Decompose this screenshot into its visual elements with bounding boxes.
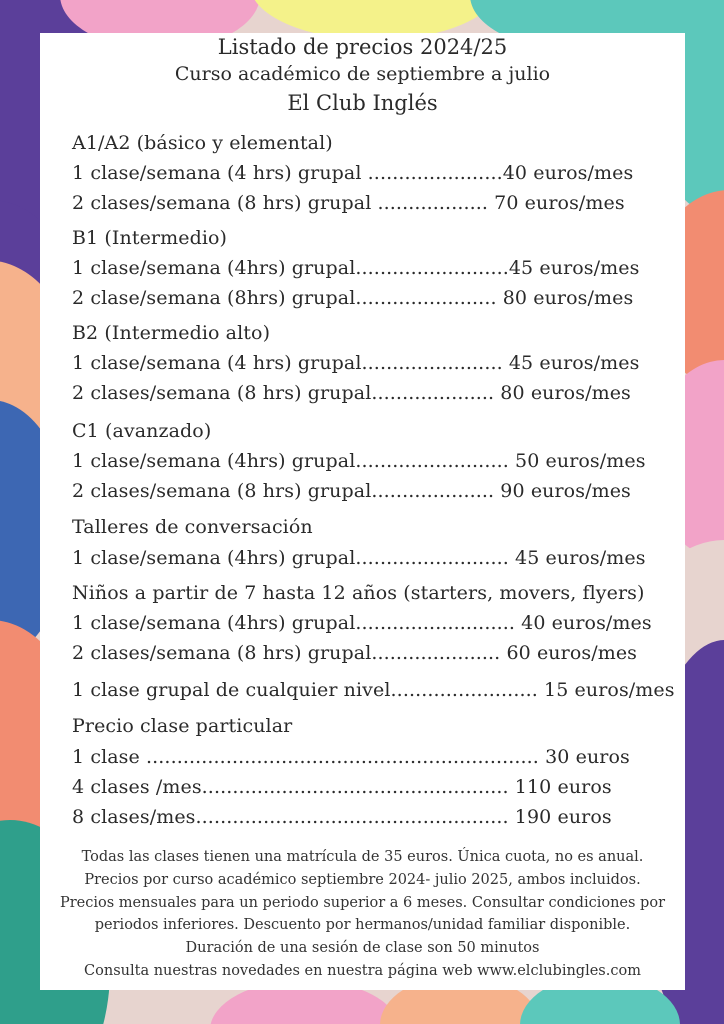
- price-row: 1 clase/semana (4hrs) grupal......................... 50 euros/mes: [72, 450, 646, 472]
- section-heading: Precio clase particular: [72, 715, 293, 737]
- price-row: 2 clase/semana (8hrs) grupal....................... 80 euros/mes: [72, 287, 634, 309]
- header: [40, 33, 685, 119]
- price-row: 1 clase ................................................................ 30 euros: [72, 746, 630, 768]
- footer-line: periodos inferiores. Descuento por hermanos/unidad familiar disponible.: [94, 917, 631, 934]
- price-row: 4 clases /mes.................................................. 110 euros: [72, 776, 612, 798]
- price-row: 1 clase/semana (4 hrs) grupal ......................40 euros/mes: [72, 162, 634, 184]
- footer-line: Consulta nuestras novedades en nuestra página web www.elclubingles.com: [84, 962, 641, 979]
- price-row: 1 clase/semana (4hrs) grupal......................... 45 euros/mes: [72, 547, 646, 569]
- page-subtitle: Curso académico de septiembre a julio: [174, 63, 551, 85]
- price-row: 1 clase/semana (4hrs) grupal.......................... 40 euros/mes: [72, 612, 652, 634]
- footer-notes: [46, 846, 679, 983]
- page-title: Listado de precios 2024/25: [217, 35, 508, 59]
- footer-line: Precios por curso académico septiembre 2024- julio 2025, ambos incluidos.: [84, 871, 641, 888]
- school-name: El Club Inglés: [287, 91, 438, 115]
- price-row: 8 clases/mes................................................... 190 euros: [72, 806, 612, 828]
- price-row: 2 clases/semana (8 hrs) grupal.................... 90 euros/mes: [72, 480, 631, 502]
- price-row: 2 clases/semana (8 hrs) grupal .................. 70 euros/mes: [72, 192, 625, 214]
- section-heading: B2 (Intermedio alto): [72, 322, 271, 344]
- price-row: 2 clases/semana (8 hrs) grupal.................... 80 euros/mes: [72, 382, 631, 404]
- footer-line: Precios mensuales para un periodo superior a 6 meses. Consultar condiciones por: [59, 894, 666, 911]
- footer-line: Todas las clases tienen una matrícula de 35 euros. Única cuota, no es anual.: [81, 849, 644, 865]
- section-heading: Talleres de conversación: [72, 516, 313, 538]
- section-heading: C1 (avanzado): [72, 420, 212, 442]
- price-row: 1 clase grupal de cualquier nivel........................ 15 euros/mes: [72, 679, 675, 701]
- section-heading: B1 (Intermedio): [72, 227, 228, 249]
- price-row: 1 clase/semana (4 hrs) grupal....................... 45 euros/mes: [72, 352, 640, 374]
- price-row: 1 clase/semana (4hrs) grupal.........................45 euros/mes: [72, 257, 640, 279]
- section-heading: A1/A2 (básico y elemental): [72, 132, 333, 154]
- price-row: 2 clases/semana (8 hrs) grupal..................... 60 euros/mes: [72, 642, 638, 664]
- footer-line: Duración de una sesión de clase son 50 minutos: [185, 940, 540, 957]
- section-heading: Niños a partir de 7 hasta 12 años (starters, movers, flyers): [72, 582, 645, 604]
- price-list-card: [40, 33, 685, 990]
